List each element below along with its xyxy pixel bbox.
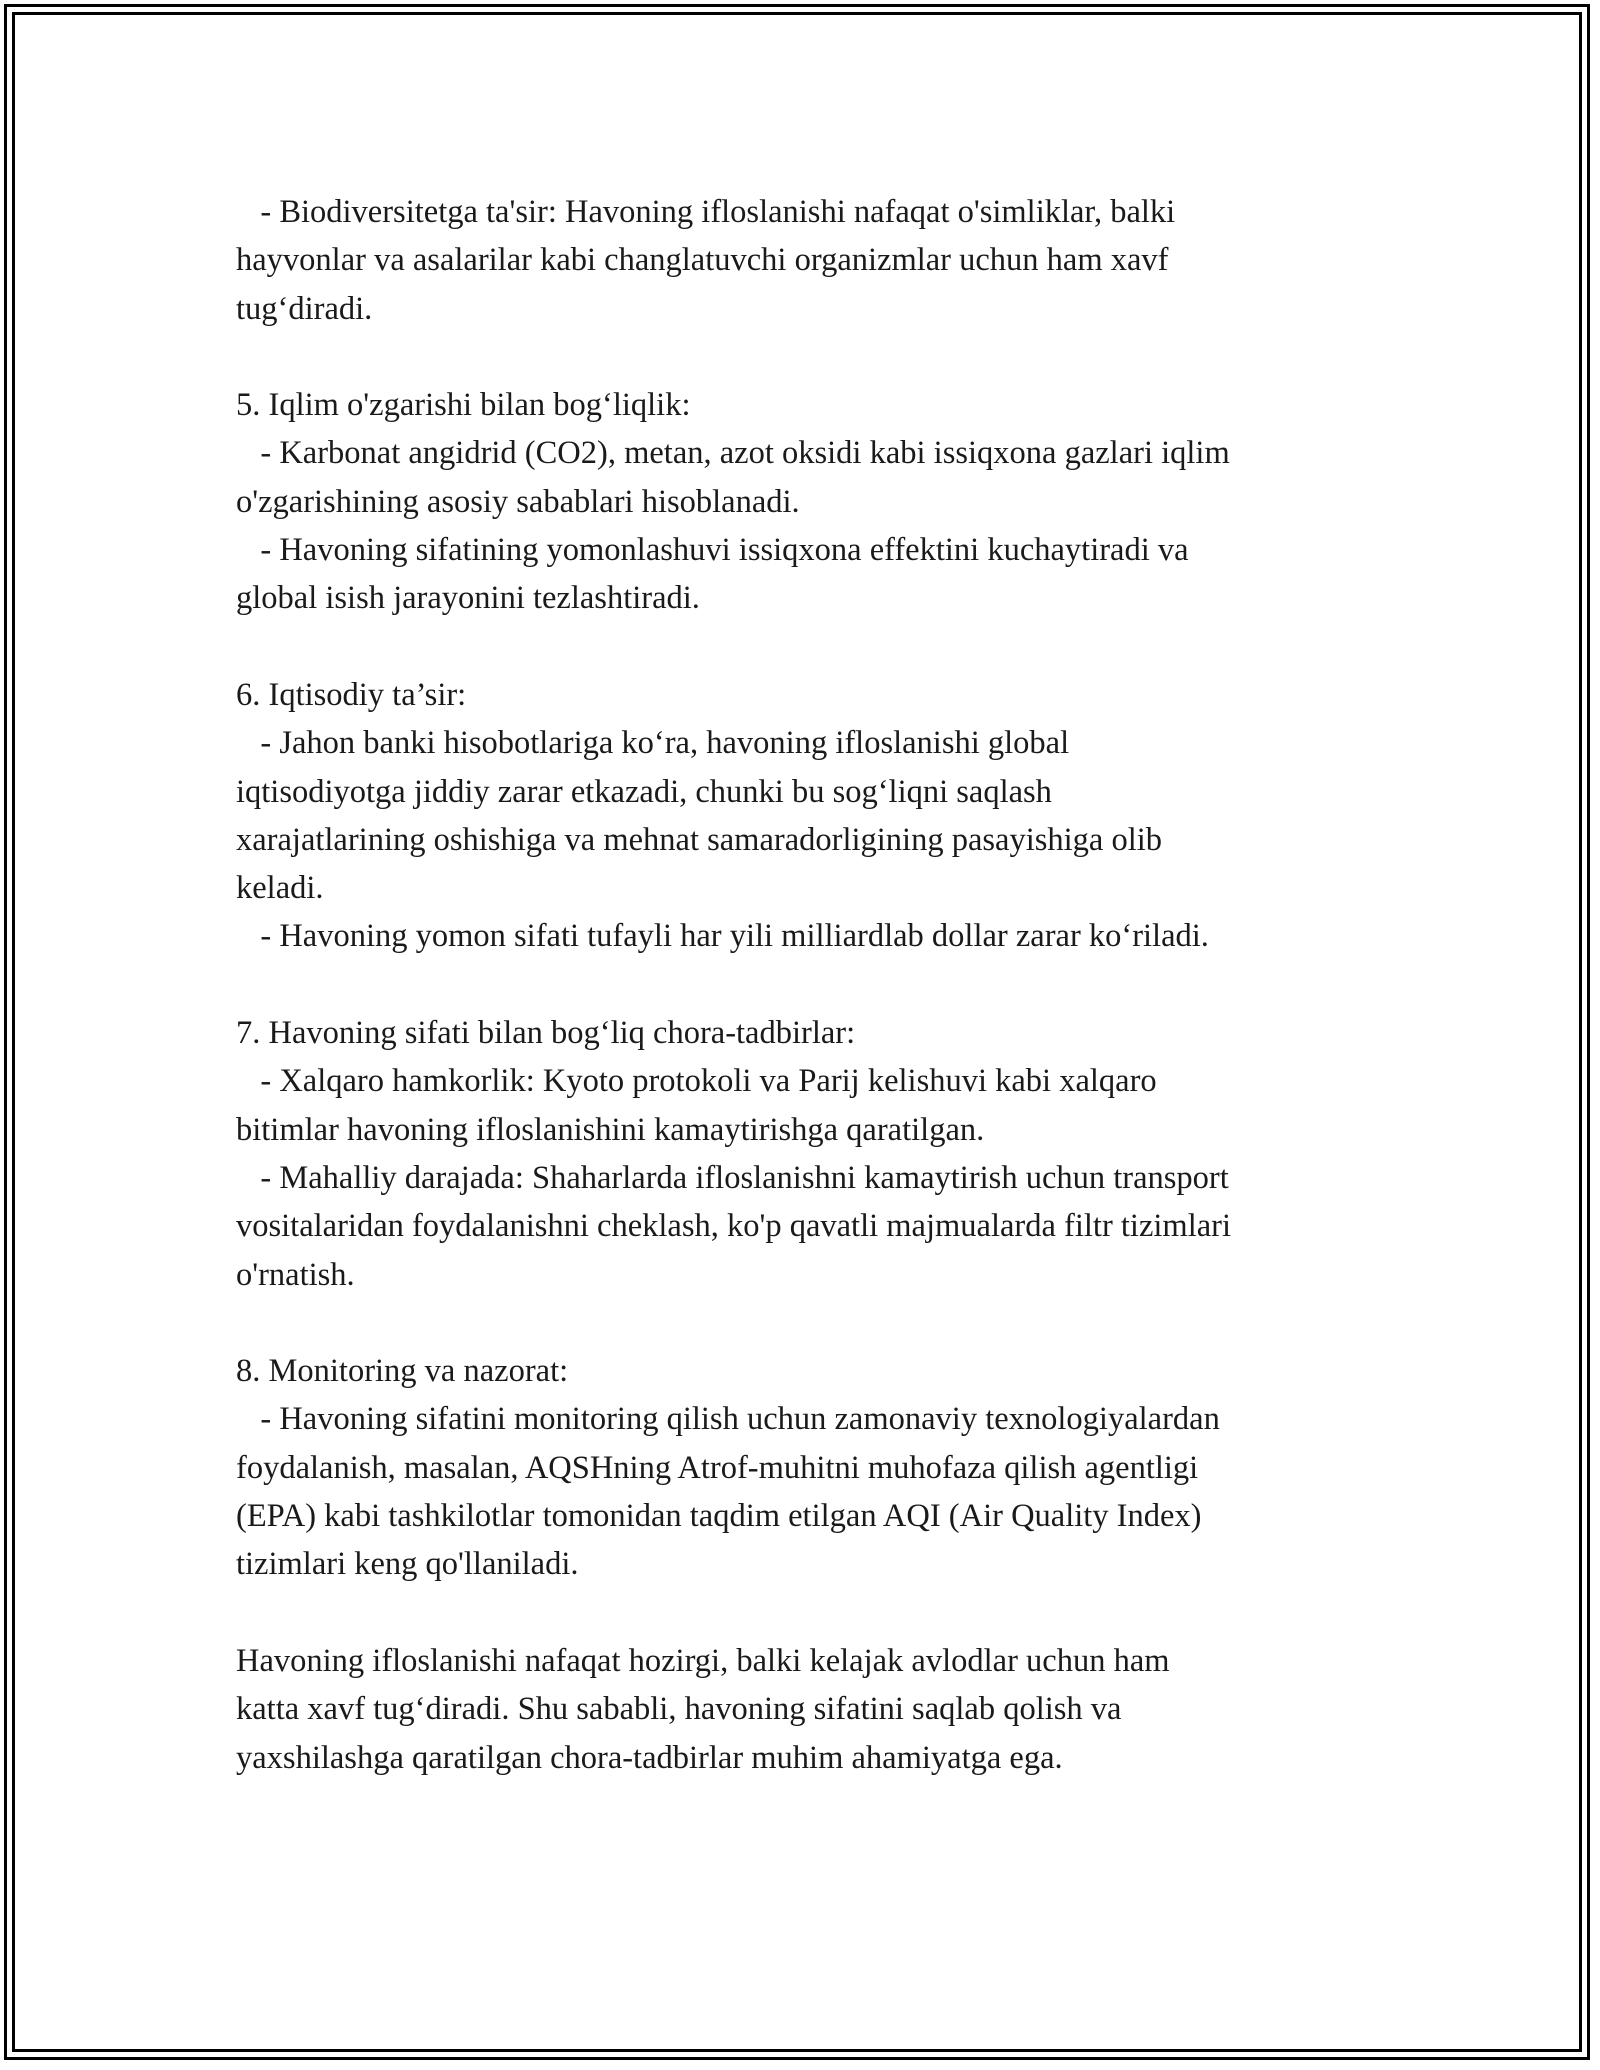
conclusion-line: katta xavf tug‘diradi. Shu sababli, havoning sifatini saqlab qolish va bbox=[236, 1691, 1122, 1728]
text-line: global isish jarayonini tezlashtiradi. bbox=[236, 580, 700, 617]
paragraph-gap bbox=[236, 1299, 1376, 1347]
text-line: - Karbonat angidrid (CO2), metan, azot oksidi kabi issiqxona gazlari iqlim bbox=[236, 435, 1230, 472]
text-line: keladi. bbox=[236, 870, 324, 907]
conclusion-line: yaxshilashga qaratilgan chora-tadbirlar muhim ahamiyatga ega. bbox=[236, 1739, 1063, 1776]
paragraph-gap bbox=[236, 961, 1376, 1009]
section-heading: 8. Monitoring va nazorat: bbox=[236, 1353, 569, 1390]
text-line: (EPA) kabi tashkilotlar tomonidan taqdim etilgan AQI (Air Quality Index) bbox=[236, 1498, 1202, 1535]
text-line: - Havoning yomon sifati tufayli har yili milliardlab dollar zarar ko‘riladi. bbox=[236, 918, 1209, 955]
document-body bbox=[236, 188, 1376, 1782]
text-line: tug‘diradi. bbox=[236, 290, 373, 327]
text-line: iqtisodiyotga jiddiy zarar etkazadi, chunki bu sog‘liqni saqlash bbox=[236, 773, 1052, 810]
text-line: o'zgarishining asosiy sabablari hisoblanadi. bbox=[236, 483, 800, 520]
text-line: - Mahalliy darajada: Shaharlarda ifloslanishni kamaytirish uchun transport bbox=[236, 1159, 1229, 1196]
section-heading: 5. Iqlim o'zgarishi bilan bog‘liqlik: bbox=[236, 387, 691, 424]
text-line: - Havoning sifatining yomonlashuvi issiqxona effektini kuchaytiradi va bbox=[236, 532, 1189, 569]
text-line: - Jahon banki hisobotlariga ko‘ra, havoning ifloslanishi global bbox=[236, 725, 1070, 762]
text-line: xarajatlarining oshishiga va mehnat samaradorligining pasayishiga olib bbox=[236, 821, 1163, 858]
paragraph-gap bbox=[236, 333, 1376, 381]
conclusion-line: Havoning ifloslanishi nafaqat hozirgi, balki kelajak avlodlar uchun ham bbox=[236, 1642, 1170, 1679]
paragraph-gap bbox=[236, 623, 1376, 671]
text-line: - Biodiversitetga ta'sir: Havoning ifloslanishi nafaqat o'simliklar, balki bbox=[236, 194, 1176, 230]
text-line: bitimlar havoning ifloslanishini kamaytirishga qaratilgan. bbox=[236, 1111, 985, 1148]
text-line: - Havoning sifatini monitoring qilish uchun zamonaviy texnologiyalardan bbox=[236, 1401, 1220, 1438]
text-line: o'rnatish. bbox=[236, 1256, 355, 1293]
text-line: - Xalqaro hamkorlik: Kyoto protokoli va Parij kelishuvi kabi xalqaro bbox=[236, 1063, 1157, 1100]
text-line: foydalanish, masalan, AQSHning Atrof-muhitni muhofaza qilish agentligi bbox=[236, 1449, 1199, 1486]
text-line: tizimlari keng qo'llaniladi. bbox=[236, 1546, 579, 1583]
text-line: hayvonlar va asalarilar kabi changlatuvchi organizmlar uchun ham xavf bbox=[236, 242, 1169, 279]
section-heading: 7. Havoning sifati bilan bog‘liq chora-tadbirlar: bbox=[236, 1015, 856, 1052]
section-heading: 6. Iqtisodiy ta’sir: bbox=[236, 676, 467, 713]
paragraph-gap bbox=[236, 1589, 1376, 1637]
text-line: vositalaridan foydalanishni cheklash, ko'p qavatli majmualarda filtr tizimlari bbox=[236, 1208, 1231, 1245]
